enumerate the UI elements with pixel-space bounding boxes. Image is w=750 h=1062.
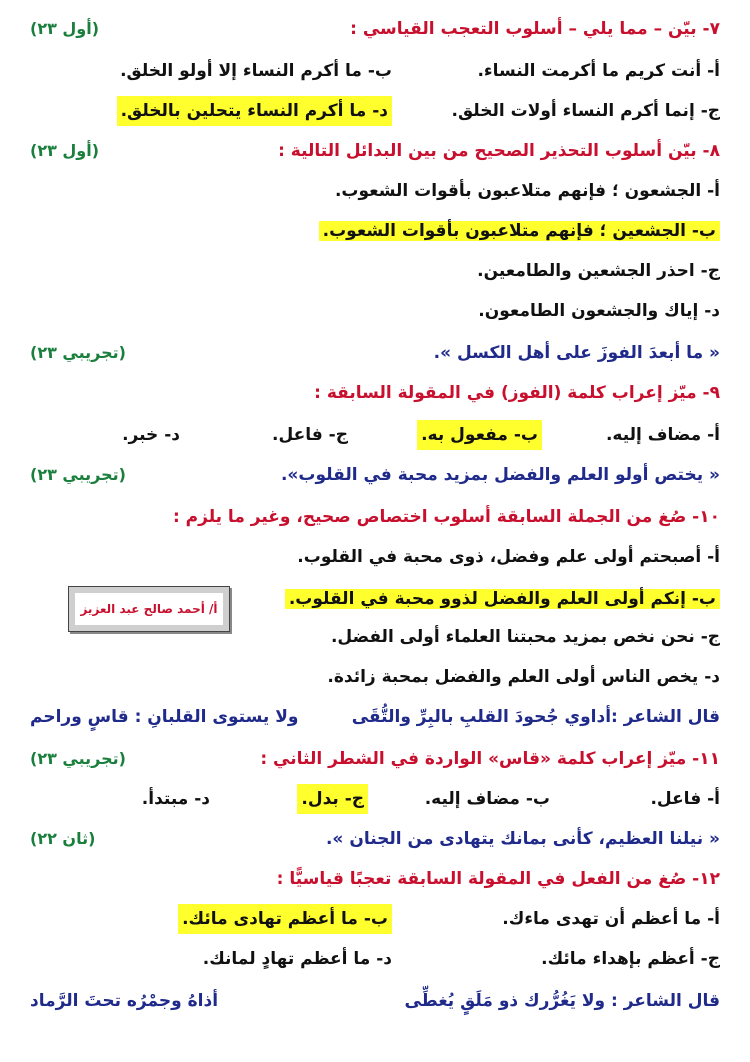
question-7-row-1 <box>30 56 720 86</box>
quote-2: « يختص أولو العلم والفضل بمزيد محبة في القلوب». (تجريبي ٢٣) <box>30 460 720 490</box>
question-12-row-1 <box>30 904 720 934</box>
option-12-c: ج- أعظم بإهداء مائك. <box>541 949 720 969</box>
question-8-tag: (أول ٢٣) <box>30 141 100 160</box>
option-12-b-correct: ب- ما أعظم تهادى مائك. <box>178 904 392 934</box>
quote-3-tag: (ثان ٢٢) <box>30 829 96 848</box>
option-7-d-correct: د- ما أكرم النساء يتحلين بالخلق. <box>117 96 392 126</box>
question-12-row-2 <box>30 944 720 974</box>
question-12-title: ١٢- صُغ من الفعل في المقولة السابقة تعجبًا قياسيًّا : <box>276 869 720 889</box>
option-12-a: أ- ما أعظم أن تهدى ماءك. <box>502 909 720 929</box>
quote-1: « ما أبعدَ الفوزَ على أهل الكسل ». (تجريبي ٢٣) <box>30 338 720 368</box>
question-8-title: ٨- بيّن أسلوب التحذير الصحيح من بين البدائل التالية : (أول ٢٣) <box>30 136 720 166</box>
option-10-a: أ- أصبحتم أولى علم وفضل، ذوى محبة في القلوب. <box>297 547 720 567</box>
option-11-c-correct: ج- بدل. <box>297 784 368 814</box>
option-11-b: ب- مضاف إليه. <box>424 789 550 809</box>
option-10-d: د- يخص الناس أولى العلم والفضل بمحبة زائدة. <box>327 667 720 687</box>
option-7-b: ب- ما أكرم النساء إلا أولو الخلق. <box>120 61 392 81</box>
question-9-options <box>30 420 720 450</box>
quote-2-tag: (تجريبي ٢٣) <box>30 465 126 484</box>
option-7-c: ج- إنما أكرم النساء أولات الخلق. <box>451 101 720 121</box>
question-9-title: ٩- ميّز إعراب كلمة (الفوز) في المقولة السابقة : <box>314 383 720 403</box>
poem-1 <box>30 702 720 732</box>
option-10-c: ج- نحن نخص بمزيد محبتنا العلماء أولى الفضل. <box>330 627 720 647</box>
question-7-tag: (أول ٢٣) <box>30 19 100 38</box>
poem-2 <box>30 986 720 1016</box>
option-7-a: أ- أنت كريم ما أكرمت النساء. <box>477 61 720 81</box>
poem-1-first-hemistich: قال الشاعر :أداوي جُحودَ القلبِ بالبِرِّ والتُّقَى <box>351 707 720 727</box>
question-10-title: ١٠- صُغ من الجملة السابقة أسلوب اختصاص صحيح، وغير ما يلزم : <box>172 507 720 527</box>
question-11-tag: (تجريبي ٢٣) <box>30 749 126 768</box>
option-9-c: ج- فاعل. <box>272 425 348 445</box>
option-9-b-correct: ب- مفعول به. <box>417 420 542 450</box>
question-11-options <box>30 784 720 814</box>
option-9-a: أ- مضاف إليه. <box>605 425 720 445</box>
author-stamp: أ/ أحمد صالح عبد العزيز <box>68 586 230 632</box>
poem-2-first-hemistich: قال الشاعر : ولا يَغُرُّرك ذو مَلَقٍ يُغطِّى <box>404 991 720 1011</box>
question-11-title: ١١- ميّز إعراب كلمة «قاس» الواردة في الشطر الثاني : (تجريبي ٢٣) <box>30 744 720 774</box>
option-11-a: أ- فاعل. <box>650 789 720 809</box>
option-8-a: أ- الجشعون ؛ فإنهم متلاعبون بأقوات الشعوب. <box>334 181 720 201</box>
poem-2-second-hemistich: أذاهُ وجمْرُه تحتَ الرَّماد <box>30 991 219 1011</box>
option-8-d: د- إياك والجشعون الطامعون. <box>478 301 720 321</box>
option-12-d: د- ما أعظم تهادٍ لمانك. <box>202 949 392 969</box>
question-7-title: ٧- بيّن – مما يلي – أسلوب التعجب القياسي : (أول ٢٣) <box>30 14 720 44</box>
option-8-b-correct: ب- الجشعين ؛ فإنهم متلاعبون بأقوات الشعوب. <box>30 216 720 246</box>
option-8-c: ج- احذر الجشعين والطامعين. <box>477 261 720 281</box>
option-9-d: د- خبر. <box>122 425 180 445</box>
option-11-d: د- مبتدأ. <box>141 789 210 809</box>
quote-1-tag: (تجريبي ٢٣) <box>30 343 126 362</box>
question-7-row-2 <box>30 96 720 126</box>
option-10-b-correct: ب- إنكم أولى العلم والفضل لذوو محبة في القلوب. <box>30 584 720 614</box>
quote-3: « نيلنا العظيم، كأنى بمانك يتهادى من الجنان ». (ثان ٢٢) <box>30 824 720 854</box>
poem-1-second-hemistich: ولا يستوى القلبانِ : قاسٍ وراحم <box>30 707 299 727</box>
